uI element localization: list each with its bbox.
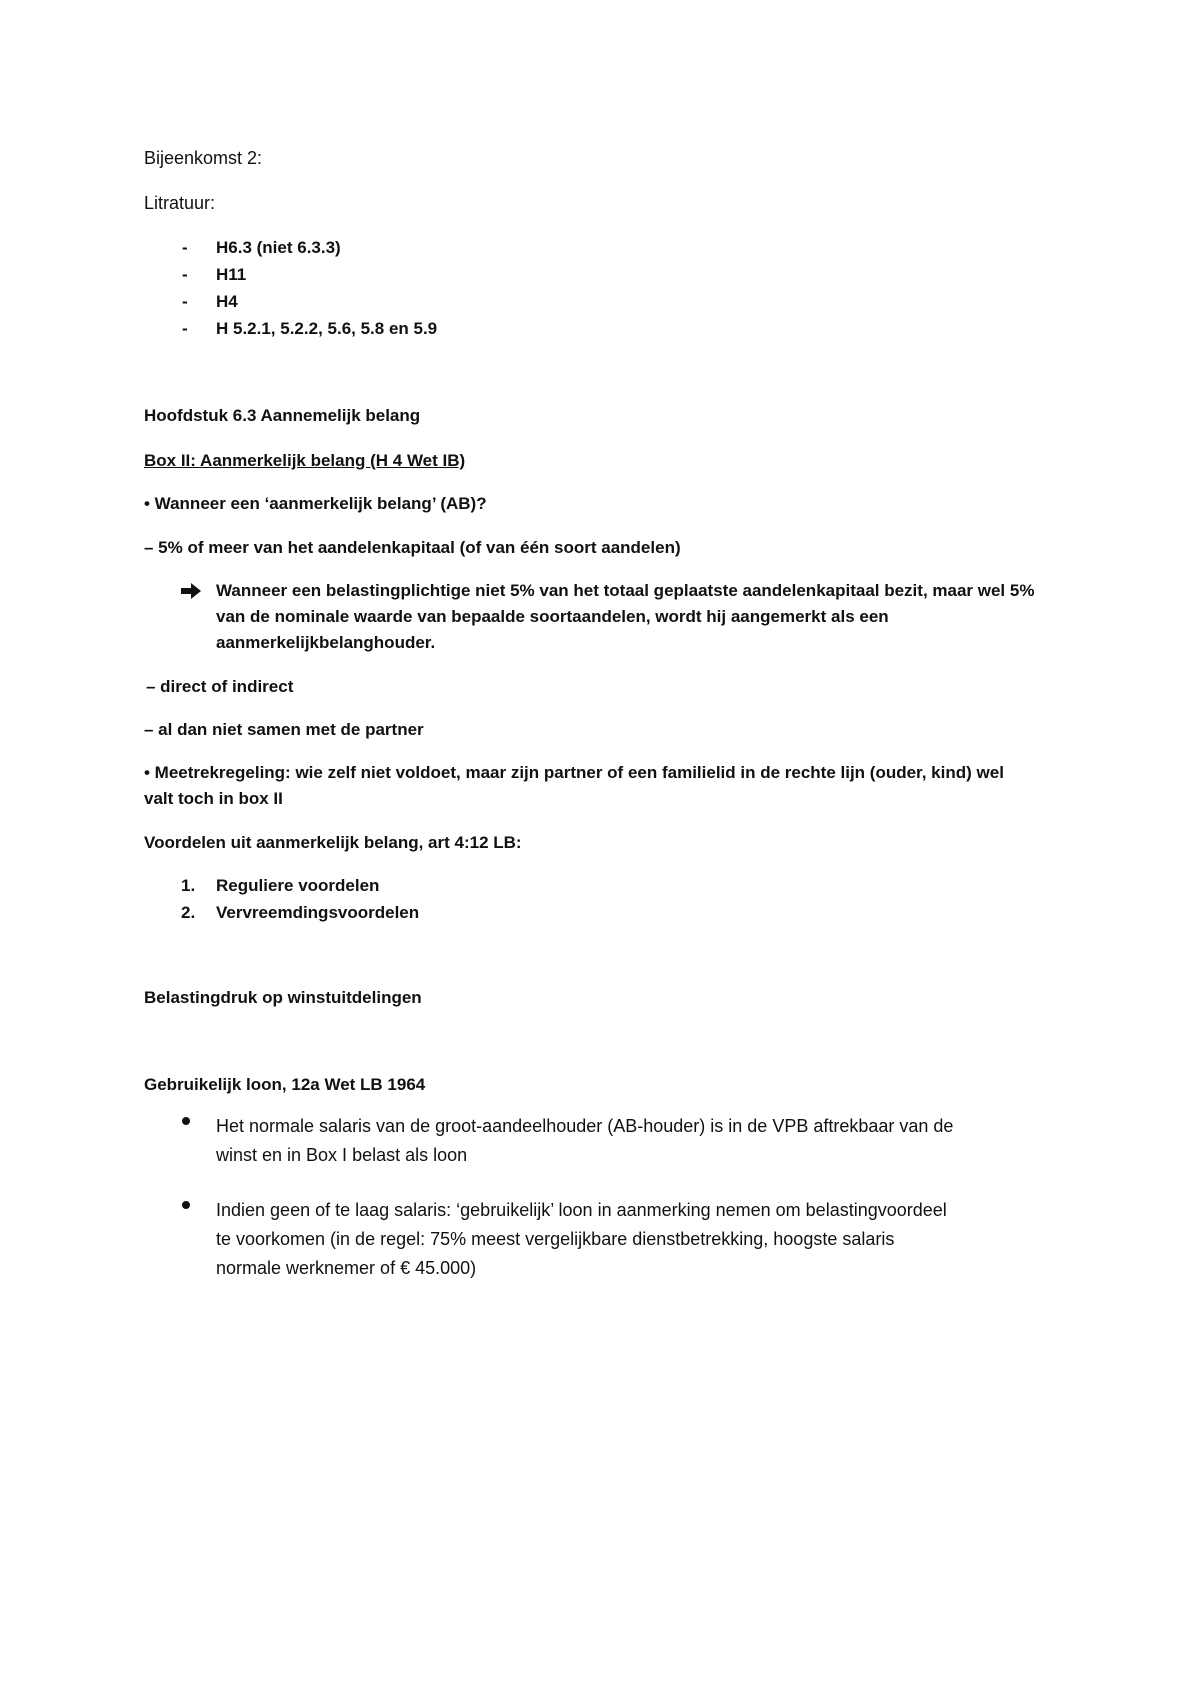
list-item: Reguliere voordelen	[216, 876, 380, 895]
direct-line: – direct of indirect	[146, 677, 294, 696]
meetrek-line: valt toch in box II	[144, 789, 283, 808]
list-item: H6.3 (niet 6.3.3)	[216, 238, 341, 257]
when-ab-line: • Wanneer een ‘aanmerkelijk belang’ (AB)?	[144, 494, 487, 513]
list-item: Vervreemdingsvoordelen	[216, 903, 420, 922]
chapter-heading: Hoofdstuk 6.3 Aannemelijk belang	[144, 406, 421, 425]
bullet-text-line: te voorkomen (in de regel: 75% meest vergelijkbare dienstbetrekking, hoogste salaris	[216, 1229, 895, 1249]
list-item: H4	[216, 292, 238, 311]
bullet-text-line: normale werknemer of € 45.000)	[216, 1258, 477, 1278]
section-heading: Gebruikelijk loon, 12a Wet LB 1964	[144, 1075, 426, 1094]
arrow-text-line: van de nominale waarde van bepaalde soortaandelen, wordt hij aangemerkt als een	[216, 607, 889, 626]
list-item: H 5.2.1, 5.2.2, 5.6, 5.8 en 5.9	[216, 319, 438, 338]
bullet-text-line: winst en in Box I belast als loon	[216, 1145, 468, 1165]
list-marker: -	[182, 292, 188, 311]
list-marker: -	[182, 238, 188, 257]
bullet-text-line: Het normale salaris van de groot-aandeelhouder (AB-houder) is in de VPB aftrekbaar van de	[216, 1116, 954, 1136]
literature-label: Litratuur:	[144, 193, 216, 213]
section-heading: Belastingdruk op winstuitdelingen	[144, 988, 422, 1007]
list-number: 1.	[181, 876, 196, 895]
list-number: 2.	[181, 903, 196, 922]
arrow-text-line: aanmerkelijkbelanghouder.	[216, 633, 436, 652]
voordelen-heading: Voordelen uit aanmerkelijk belang, art 4:12 LB:	[144, 833, 522, 852]
percentage-line: – 5% of meer van het aandelenkapitaal (of van één soort aandelen)	[144, 538, 681, 557]
list-marker: -	[182, 319, 188, 338]
bullet-icon	[182, 1201, 190, 1209]
list-item: H11	[216, 265, 247, 284]
box-heading: Box II: Aanmerkelijk belang (H 4 Wet IB)	[144, 451, 466, 470]
arrow-text-line: Wanneer een belastingplichtige niet 5% van het totaal geplaatste aandelenkapitaal bezit, maar wel 5%	[216, 581, 1035, 600]
partner-line: – al dan niet samen met de partner	[144, 720, 424, 739]
bullet-text-line: Indien geen of te laag salaris: ‘gebruikelijk’ loon in aanmerking nemen om belastingvoordeel	[216, 1200, 947, 1220]
list-marker: -	[182, 265, 188, 284]
arrow-right-icon	[180, 582, 202, 600]
doc-title: Bijeenkomst 2:	[144, 148, 263, 168]
bullet-icon	[182, 1117, 190, 1125]
meetrek-line: • Meetrekregeling: wie zelf niet voldoet, maar zijn partner of een familielid in de rechte lijn (ouder, kind) wel	[144, 763, 1004, 782]
